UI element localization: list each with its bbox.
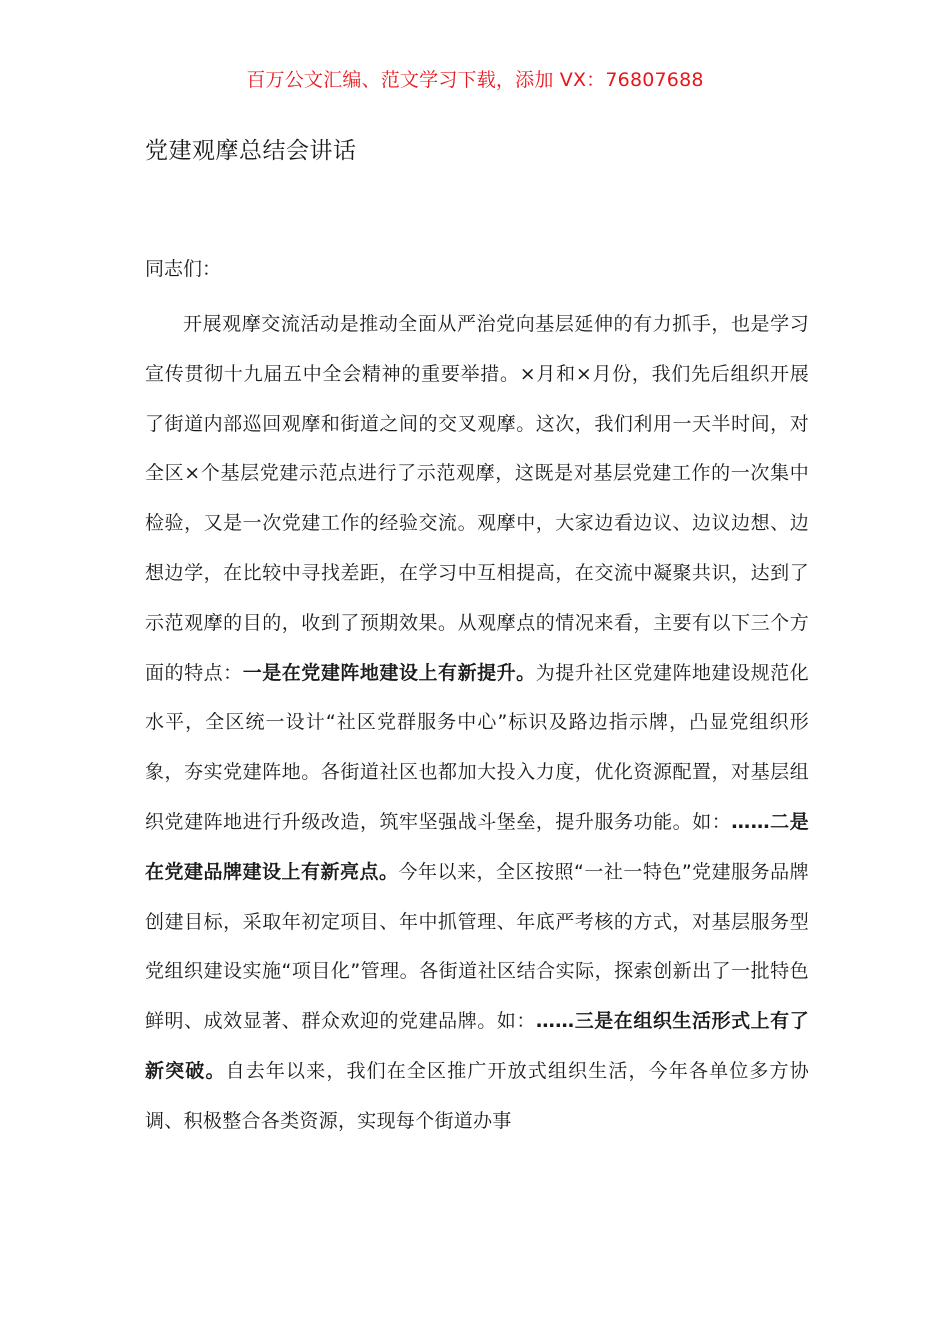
body-paragraph (145, 300, 809, 1147)
point-2-heading: ……二是在党建品牌建设上有新亮点。 (145, 810, 809, 883)
point-3-heading: ……三是在组织生活形式上有了新突破。 (145, 1010, 809, 1082)
paragraph-intro: 开展观摩交流活动是推动全面从严治党向基层延伸的有力抓手，也是学习宣传贯彻十九届五中全会精神的重要举措。×月和×月份，我们先后组织开展了街道内部巡回观摩和街道之间的交叉观摩。这次，我们利用一天半时间，对全区×个基层党建示范点进行了示范观摩，这既是对基层党建工作的一次集中检验，又是一次党建工作的经验交流。观摩中，大家边看边议、边议边想、边想边学，在比较中寻找差距，在学习中互相提高，在交流中凝聚共识，达到了示范观摩的目的，收到了预期效果。从观摩点的情况来看，主要有以下三个方面的特点： (145, 313, 809, 684)
point-3-body: 自去年以来，我们在全区推广开放式组织生活，今年各单位多方协调、积极整合各类资源，实现每个街道办事 (145, 1059, 810, 1132)
point-1-heading: 一是在党建阵地建设上有新提升。 (242, 661, 536, 684)
point-2-body: 今年以来，全区按照“一社一特色”党建服务品牌创建目标，采取年初定项目、年中抓管理、年底严考核的方式，对基层服务型党组织建设实施“项目化”管理。各街道社区结合实际，探索创新出了一批特色鲜明、成效显著、群众欢迎的党建品牌。如： (145, 860, 809, 1033)
header-banner: 百万公文汇编、范文学习下载，添加 VX：76807688 (246, 69, 704, 91)
point-1-body: 为提升社区党建阵地建设规范化水平，全区统一设计“社区党群服务中心”标识及路边指示牌，凸显党组织形象，夯实党建阵地。各街道社区也都加大投入力度，优化资源配置，对基层组织党建阵地进行升级改造，筑牢坚强战斗堡垒，提升服务功能。如： (145, 661, 809, 833)
document-title: 党建观摩总结会讲话 (145, 138, 357, 164)
salutation: 同志们： (145, 258, 222, 280)
